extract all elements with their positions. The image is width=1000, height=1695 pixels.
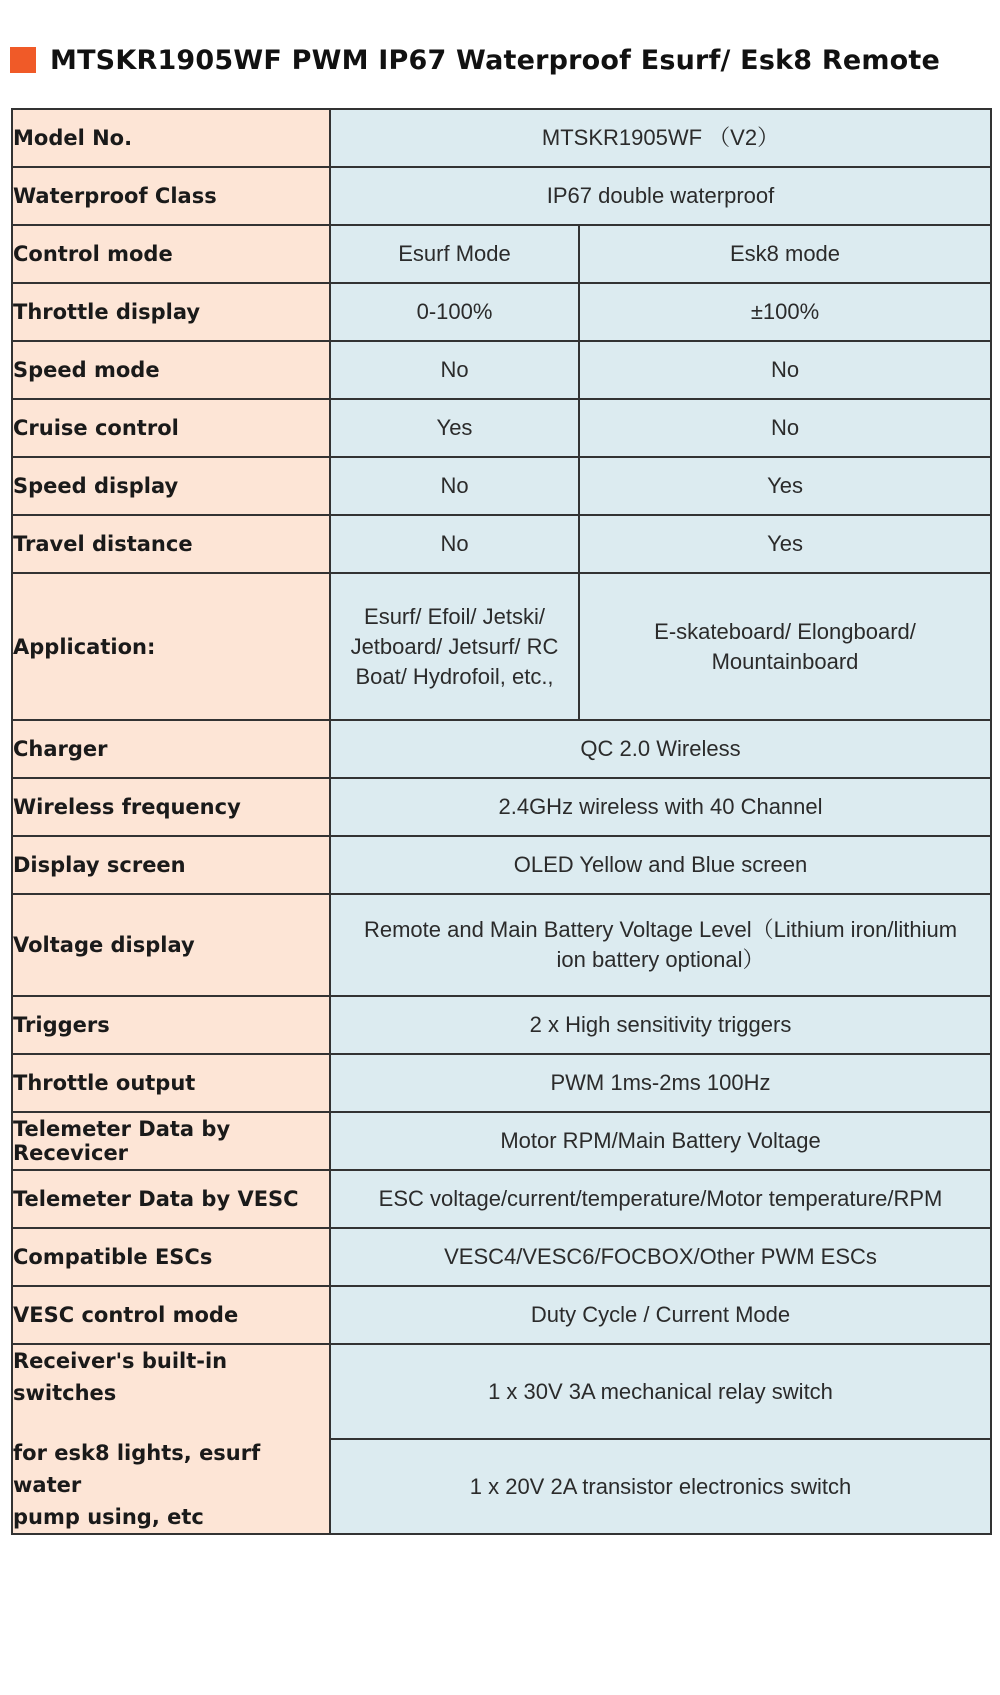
voltage-line: Remote and Main Battery Voltage Level（Lithium iron/lithium [363,917,958,942]
esk8-value: Esk8 mode [579,225,991,283]
row-label: Speed mode [12,341,330,399]
row-value: MTSKR1905WF （V2） [330,109,991,167]
table-row [12,1286,991,1344]
page-title: MTSKR1905WF PWM IP67 Waterproof Esurf/ Esk8 Remote [50,44,941,76]
row-label: Display screen [12,836,330,894]
table-row [12,341,991,399]
row-label: Model No. [12,109,330,167]
switches-label-line: for esk8 lights, esurf water [13,1441,261,1497]
esk8-value: Yes [579,457,991,515]
esurf-value: No [330,515,579,573]
application-line: Boat/ Hydrofoil, etc., [355,663,554,689]
row-value: PWM 1ms-2ms 100Hz [330,1054,991,1112]
row-label: Cruise control [12,399,330,457]
application-line: Mountainboard [711,648,859,674]
table-row [12,778,991,836]
spec-table [11,108,992,1535]
esurf-value: 0-100% [330,283,579,341]
table-row [12,515,991,573]
row-label: VESC control mode [12,1286,330,1344]
esurf-value: No [330,341,579,399]
row-label: Application: [12,573,330,720]
table-row [12,996,991,1054]
row-label: Throttle display [12,283,330,341]
row-label: Travel distance [12,515,330,573]
row-value: ESC voltage/current/temperature/Motor temperature/RPM [330,1170,991,1228]
row-label: Compatible ESCs [12,1228,330,1286]
row-value: Motor RPM/Main Battery Voltage [330,1112,991,1170]
esurf-application [330,573,579,720]
table-row [12,894,991,996]
esurf-value: Yes [330,399,579,457]
table-row [12,1344,991,1439]
table-row [12,836,991,894]
table-row [12,167,991,225]
row-value: Duty Cycle / Current Mode [330,1286,991,1344]
row-label: Throttle output [12,1054,330,1112]
row-value: 2.4GHz wireless with 40 Channel [330,778,991,836]
switches-label-line: pump using, etc [13,1505,204,1529]
table-row [12,399,991,457]
esk8-application [579,573,991,720]
row-value: 1 x 20V 2A transistor electronics switch [330,1439,991,1534]
row-value: 1 x 30V 3A mechanical relay switch [330,1344,991,1439]
switches-label [12,1344,330,1534]
row-label: Voltage display [12,894,330,996]
esk8-value: Yes [579,515,991,573]
row-label: Triggers [12,996,330,1054]
table-row [12,109,991,167]
row-label: Speed display [12,457,330,515]
table-row [12,1054,991,1112]
title-bar [10,40,940,80]
table-row [12,1228,991,1286]
table-row [12,1112,991,1170]
esurf-value: Esurf Mode [330,225,579,283]
table-row [12,720,991,778]
row-label: Telemeter Data by Recevicer [12,1112,330,1170]
application-line: Jetboard/ Jetsurf/ RC [350,633,559,659]
row-label: Control mode [12,225,330,283]
row-value: VESC4/VESC6/FOCBOX/Other PWM ESCs [330,1228,991,1286]
row-label: Telemeter Data by VESC [12,1170,330,1228]
switches-label-line: Receiver's built-in switches [13,1349,228,1405]
voltage-line: ion battery optional） [556,947,765,972]
row-value: IP67 double waterproof [330,167,991,225]
row-value: QC 2.0 Wireless [330,720,991,778]
esk8-value: No [579,341,991,399]
esk8-value: No [579,399,991,457]
table-row [12,1170,991,1228]
row-value [330,894,991,996]
row-value: OLED Yellow and Blue screen [330,836,991,894]
table-row [12,225,991,283]
row-label: Waterproof Class [12,167,330,225]
title-square-icon [10,47,36,73]
row-label: Wireless frequency [12,778,330,836]
row-label: Charger [12,720,330,778]
application-line: E-skateboard/ Elongboard/ [654,618,916,644]
table-row [12,573,991,720]
table-row [12,457,991,515]
application-line: Esurf/ Efoil/ Jetski/ [364,603,545,629]
esurf-value: No [330,457,579,515]
row-value: 2 x High sensitivity triggers [330,996,991,1054]
table-row [12,283,991,341]
esk8-value: ±100% [579,283,991,341]
